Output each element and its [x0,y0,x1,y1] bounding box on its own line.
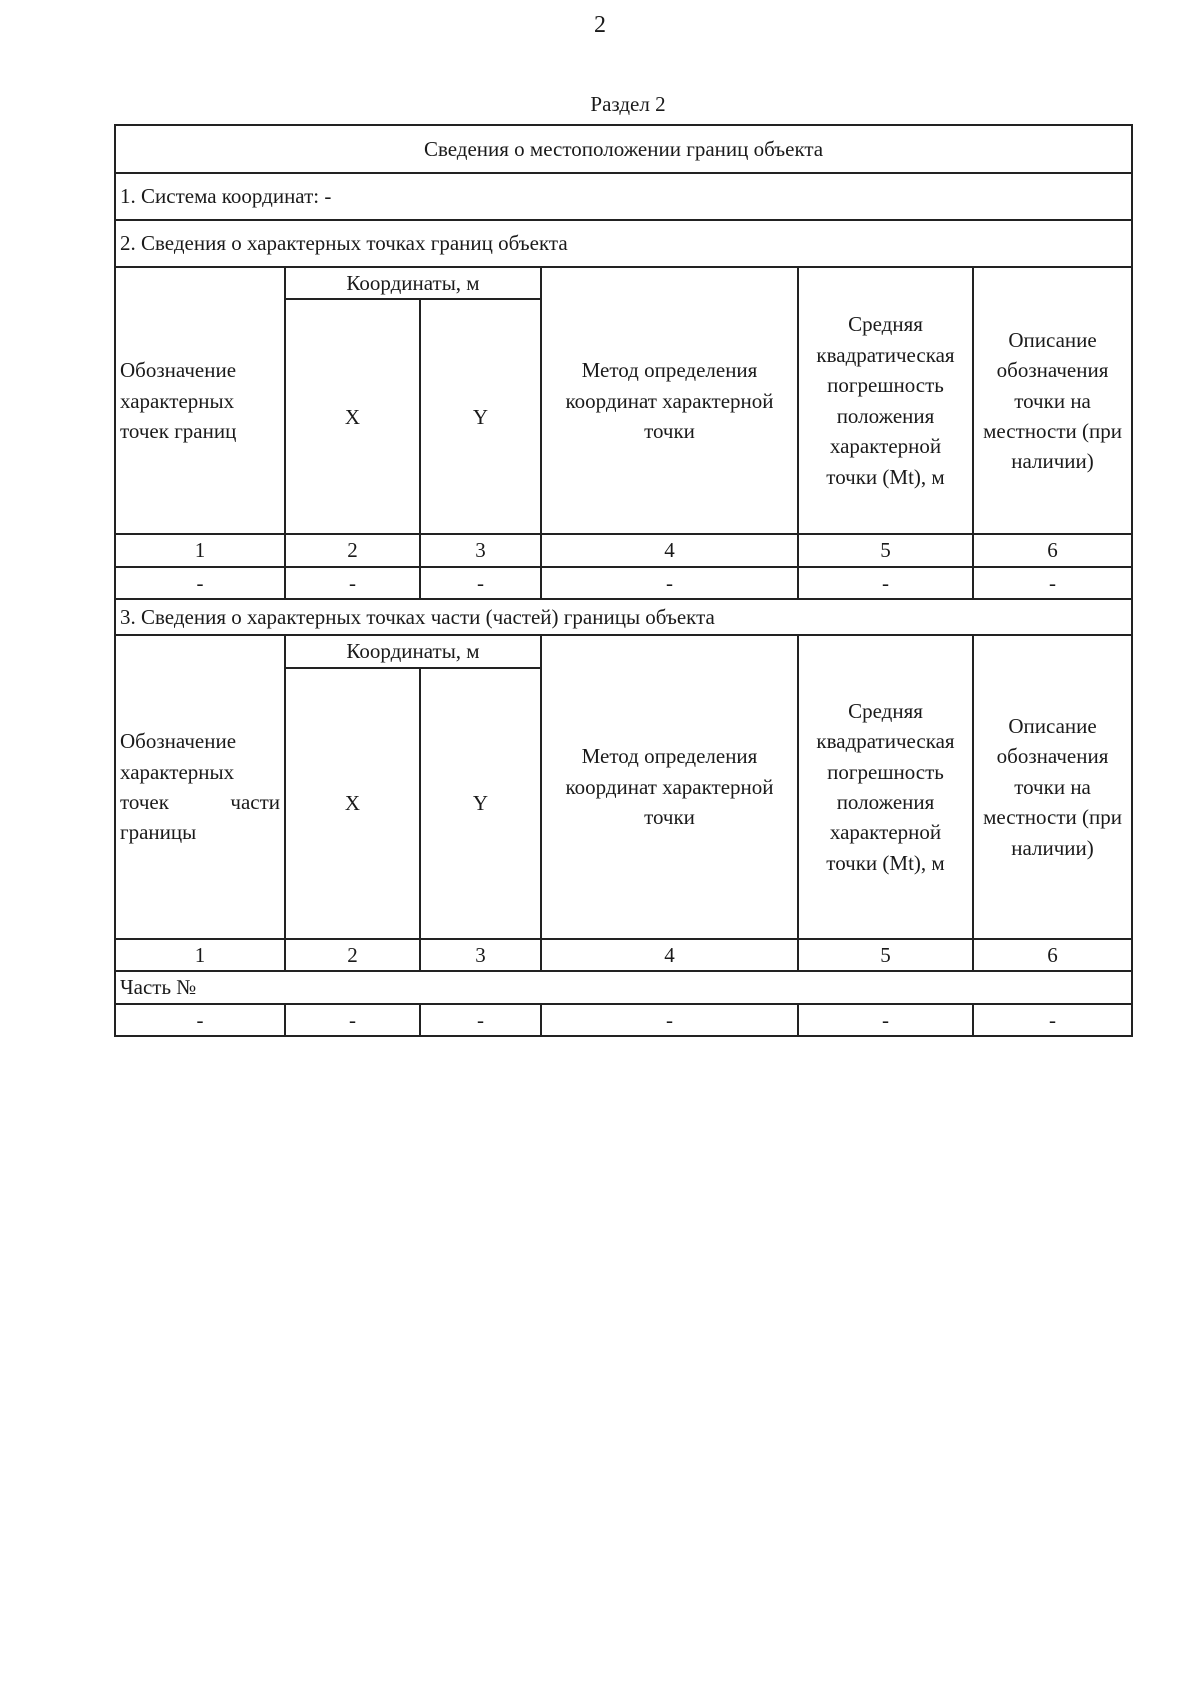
part3-col-number: 5 [798,939,973,971]
part3-cell: - [973,1004,1132,1036]
part2-col-error: Средняя квадратическая погрешность положения характерной точки (Mt), м [798,267,973,534]
part3-cell: - [541,1004,798,1036]
part2-col-number: 2 [285,534,420,566]
part2-col-number: 5 [798,534,973,566]
part3-col-designation: Обозначение характерных точек части границы [115,635,285,938]
part2-col-designation: Обозначение характерных точек границ [115,267,285,534]
part2-cell: - [541,567,798,599]
part3-heading: 3. Сведения о характерных точках части (частей) границы объекта [115,599,1132,635]
part2-col-number: 4 [541,534,798,566]
part2-col-method: Метод определения координат характерной точки [541,267,798,534]
part3-cell: - [115,1004,285,1036]
part2-heading: 2. Сведения о характерных точках границ объекта [115,220,1132,267]
part3-col-coordinates: Координаты, м [285,635,541,667]
part2-cell: - [285,567,420,599]
table-title: Сведения о местоположении границ объекта [115,125,1132,173]
part2-col-number: 6 [973,534,1132,566]
boundary-table [114,124,1133,1037]
part3-col-y: Y [420,668,541,939]
part2-cell: - [115,567,285,599]
part3-col-x: X [285,668,420,939]
part3-col-number: 3 [420,939,541,971]
part2-cell: - [798,567,973,599]
part3-cell: - [420,1004,541,1036]
part2-col-coordinates: Координаты, м [285,267,541,299]
part3-col-method: Метод определения координат характерной точки [541,635,798,938]
part2-cell: - [973,567,1132,599]
table-row [115,567,1132,599]
page-number: 2 [594,12,606,38]
part3-col-number: 4 [541,939,798,971]
part2-cell: - [420,567,541,599]
part3-col-error: Средняя квадратическая погрешность положения характерной точки (Mt), м [798,635,973,938]
part-number-label: Часть № [115,971,1132,1003]
coordinate-system: 1. Система координат: - [115,173,1132,220]
part3-col-description: Описание обозначения точки на местности (при наличии) [973,635,1132,938]
section-title: Раздел 2 [590,92,666,116]
part2-col-number: 1 [115,534,285,566]
part3-col-number: 1 [115,939,285,971]
part2-col-x: X [285,299,420,534]
part3-col-number: 2 [285,939,420,971]
table-row [115,1004,1132,1036]
part2-col-number: 3 [420,534,541,566]
part3-cell: - [798,1004,973,1036]
part2-col-y: Y [420,299,541,534]
part2-col-description: Описание обозначения точки на местности (при наличии) [973,267,1132,534]
part3-col-number: 6 [973,939,1132,971]
part3-cell: - [285,1004,420,1036]
